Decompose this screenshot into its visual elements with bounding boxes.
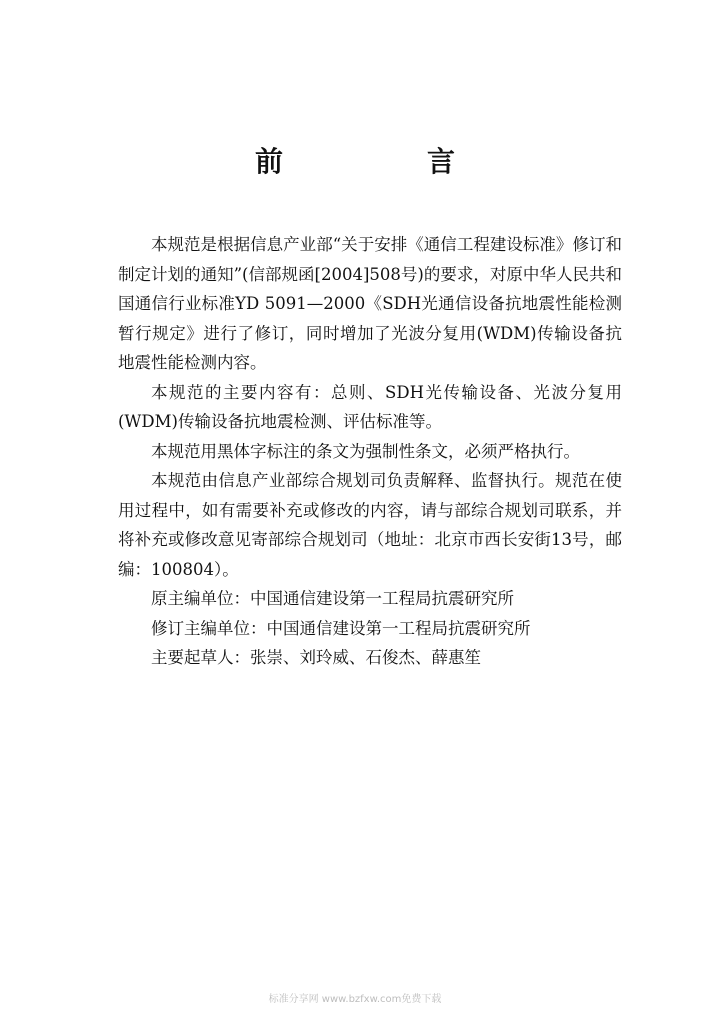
page-title: 前 言 (254, 145, 513, 178)
credit-original-editor: 原主编单位：中国通信建设第一工程局抗震研究所 (151, 589, 514, 608)
paragraph-mandatory-clauses: 本规范用黑体字标注的条文为强制性条文，必须严格执行。 (151, 441, 580, 461)
paragraph-revision-basis: 本规范是根据信息产业部“关于安排《通信工程建设标准》修订和制定计划的通知”(信部规函[2004]508号)的要求，对原中华人民共和国通信行业标准YD 5091—2000《SDH光通信设备抗地震性能检测暂行规定》进行了修订，同时增加了光波分复用(WDM)传输设备抗地震性能检测内容。 (118, 235, 622, 372)
credit-revision-editor: 修订主编单位：中国通信建设第一工程局抗震研究所 (151, 618, 531, 638)
paragraph-main-content: 本规范的主要内容有：总则、SDH光传输设备、光波分复用(WDM)传输设备抗地震检测、评估标准等。 (118, 382, 622, 431)
paragraph-interpretation: 本规范由信息产业部综合规划司负责解释、监督执行。规范在使用过程中，如有需要补充或修改的内容，请与部综合规划司联系，并将补充或修改意见寄部综合规划司（地址：北京市西长安街13号，邮编：100804）。 (118, 471, 622, 579)
document-body (118, 230, 622, 673)
footer-watermark: 标准分享网 www.bzfxw.com免费下载 (268, 994, 442, 1005)
credit-main-drafters: 主要起草人：张崇、刘玲威、石俊杰、薛惠笙 (151, 648, 481, 667)
